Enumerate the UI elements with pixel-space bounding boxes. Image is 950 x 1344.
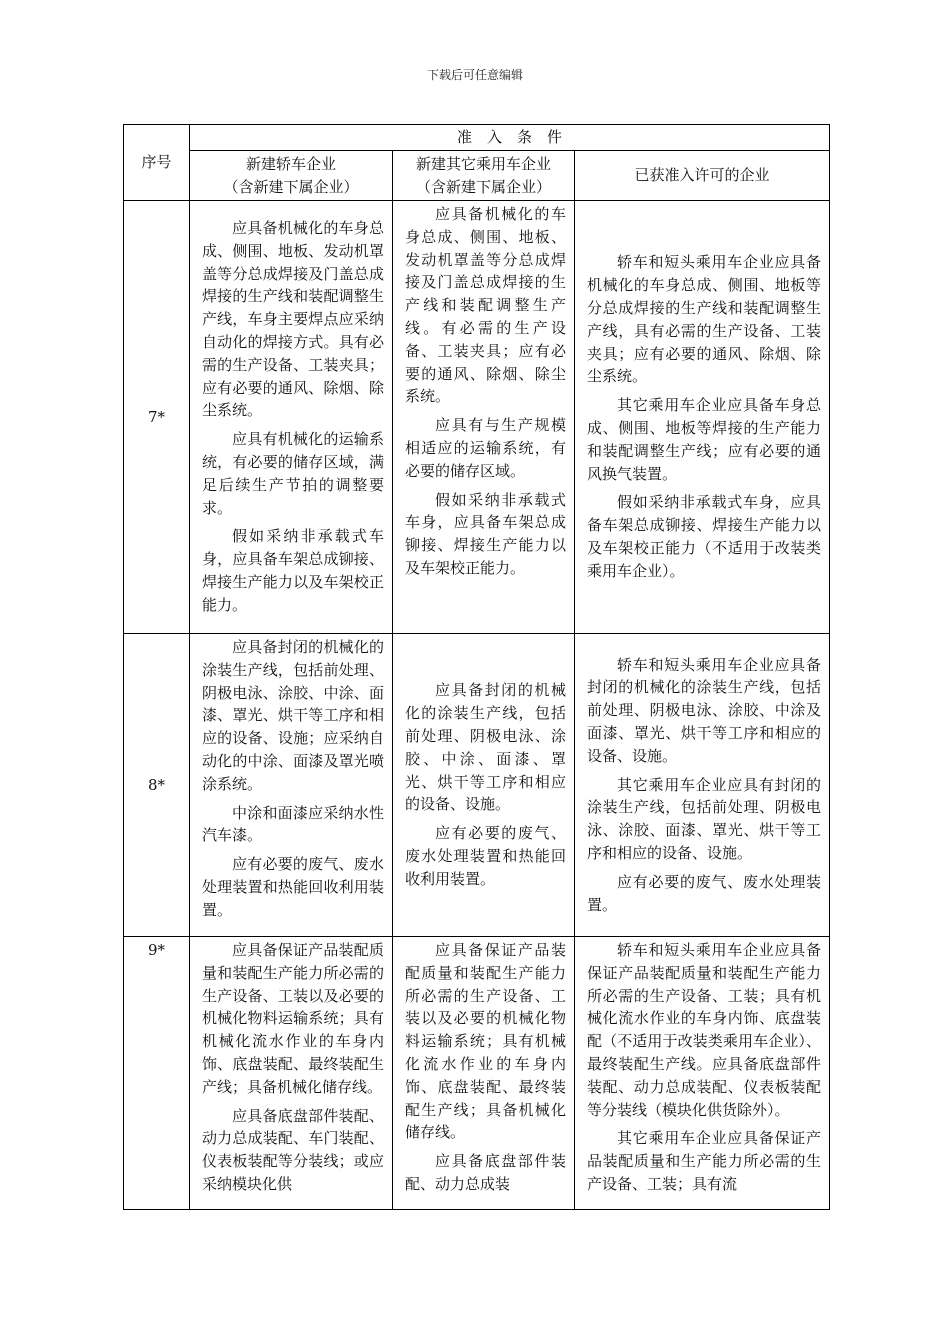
- col-new-car-header-line2: （含新建下属企业）: [223, 177, 359, 196]
- row-7-col2-para-3: 假如采纳非承载式车身，应具备车架总成铆接、焊接生产能力以及车架校正能力。: [405, 490, 566, 577]
- row-8-col3-para-1: 轿车和短头乘用车企业应具备封闭的机械化的涂装生产线，包括前处理、阴极电泳、涂胶、中涂及面漆、罩光、烘干等工序和相应的设备、设施。: [587, 655, 822, 765]
- row-8-col3: [575, 634, 830, 937]
- row-7-col3-para-1: 轿车和短头乘用车企业应具备机械化的车身总成、侧围、地板等分总成焊接的生产线和装配调整生产线，具有必需的生产设备、工装夹具；应有必要的通风、除烟、除尘系统。: [587, 253, 822, 386]
- row-8-col1-para-1: 应具备封闭的机械化的涂装生产线，包括前处理、阴极电泳、涂胶、中涂、面漆、罩光、烘干等工序和相应的设备、设施；应采纳自动化的中涂、面漆及罩光喷涂系统。: [202, 638, 384, 793]
- seq-header: 序号: [124, 125, 190, 201]
- row-9-col2-para-2: 应具备底盘部件装配、动力总成装: [405, 1152, 566, 1193]
- col-new-car-header: [190, 151, 393, 201]
- row-8-col1-para-2: 中涂和面漆应采纳水性汽车漆。: [202, 803, 384, 845]
- row-8-seq: 8*: [124, 634, 190, 937]
- row-7-col1-para-3: 假如采纳非承载式车身，应具备车架总成铆接、焊接生产能力以及车架校正能力。: [202, 527, 384, 614]
- row-9-col2: [393, 937, 575, 1210]
- row-8-col1-para-3: 应有必要的废气、废水处理装置和热能回收利用装置。: [202, 855, 384, 919]
- table-row-9: [124, 937, 830, 1210]
- col-new-other-header-line2: （含新建下属企业）: [415, 177, 551, 196]
- col-licensed-header: 已获准入许可的企业: [575, 151, 830, 201]
- row-7-col2-para-1: 应具备机械化的车身总成、侧围、地板、发动机罩盖等分总成焊接及门盖总成焊接的生产线和装配调整生产线。有必需的生产设备、工装夹具；应有必要的通风、除烟、除尘系统。: [405, 205, 566, 406]
- row-8-col1: [190, 634, 393, 937]
- row-7-col3: [575, 201, 830, 634]
- header-row-1: [124, 125, 830, 151]
- row-8-col2: [393, 634, 575, 937]
- row-9-seq: 9*: [124, 937, 190, 1210]
- row-8-col3-para-2: 其它乘用车企业应具有封闭的涂装生产线，包括前处理、阴极电泳、涂胶、面漆、罩光、烘干等工序和相应的设备、设施。: [587, 775, 822, 862]
- row-8-col2-para-2: 应有必要的废气、废水处理装置和热能回收利用装置。: [405, 824, 566, 888]
- admission-conditions-table: [123, 124, 830, 1210]
- row-9-col3: [575, 937, 830, 1210]
- row-9-col1-para-2: 应具备底盘部件装配、动力总成装配、车门装配、仪表板装配等分装线；或应采纳模块化供: [202, 1106, 384, 1193]
- row-8-col3-para-3: 应有必要的废气、废水处理装置。: [587, 872, 822, 914]
- row-7-col3-para-2: 其它乘用车企业应具备车身总成、侧围、地板等焊接的生产能力和装配调整生产线；应有必要的通风换气装置。: [587, 396, 822, 483]
- row-9-col1-para-1: 应具备保证产品装配质量和装配生产能力所必需的生产设备、工装以及必要的机械化物料运输系统；具有机械化流水作业的车身内饰、底盘装配、最终装配生产线；具备机械化储存线。: [202, 941, 384, 1096]
- row-9-col2-para-1: 应具备保证产品装配质量和装配生产能力所必需的生产设备、工装以及必要的机械化物料运输系统；具有机械化流水作业的车身内饰、底盘装配、最终装配生产线；具备机械化储存线。: [405, 941, 566, 1142]
- row-7-col2-para-2: 应具有与生产规模相适应的运输系统，有必要的储存区域。: [405, 416, 566, 480]
- conditions-group-header: 准 入 条 件: [190, 125, 830, 151]
- row-7-col2: [393, 201, 575, 634]
- header-row-2: [124, 151, 830, 201]
- watermark-text: 下载后可任意编辑: [426, 68, 523, 82]
- row-8-col2-para-1: 应具备封闭的机械化的涂装生产线，包括前处理、阴极电泳、涂胶、中涂、面漆、罩光、烘干等工序和相应的设备、设施。: [405, 681, 566, 814]
- row-9-col1: [190, 937, 393, 1210]
- table-row-7: [124, 201, 830, 634]
- row-7-seq: 7*: [124, 201, 190, 634]
- row-9-col3-para-2: 其它乘用车企业应具备保证产品装配质量和生产能力所必需的生产设备、工装；具有流: [587, 1129, 822, 1193]
- row-7-col1-para-2: 应具有机械化的运输系统，有必要的储存区域，满足后续生产节拍的调整要求。: [202, 430, 384, 517]
- row-7-col1: [190, 201, 393, 634]
- row-7-col3-para-3: 假如采纳非承载式车身，应具备车架总成铆接、焊接生产能力以及车架校正能力（不适用于改装类乘用车企业）。: [587, 493, 822, 580]
- col-new-other-header: [393, 151, 575, 201]
- row-7-col1-para-1: 应具备机械化的车身总成、侧围、地板、发动机罩盖等分总成焊接及门盖总成焊接的生产线和装配调整生产线，车身主要焊点应采纳自动化的焊接方式。具有必需的生产设备、工装夹具；应有必要的通风、除烟、除尘系统。: [202, 219, 384, 420]
- row-9-col3-para-1: 轿车和短头乘用车企业应具备保证产品装配质量和装配生产能力所必需的生产设备、工装；具有机械化流水作业的车身内饰、底盘装配（不适用于改装类乘用车企业）、最终装配生产线。应具备底盘部件装配、动力总成装配、仪表板装配等分装线（模块化供货除外）。: [587, 941, 822, 1119]
- table-row-8: [124, 634, 830, 937]
- col-new-car-header-line1: 新建轿车企业: [245, 154, 336, 173]
- col-new-other-header-line1: 新建其它乘用车企业: [415, 154, 551, 173]
